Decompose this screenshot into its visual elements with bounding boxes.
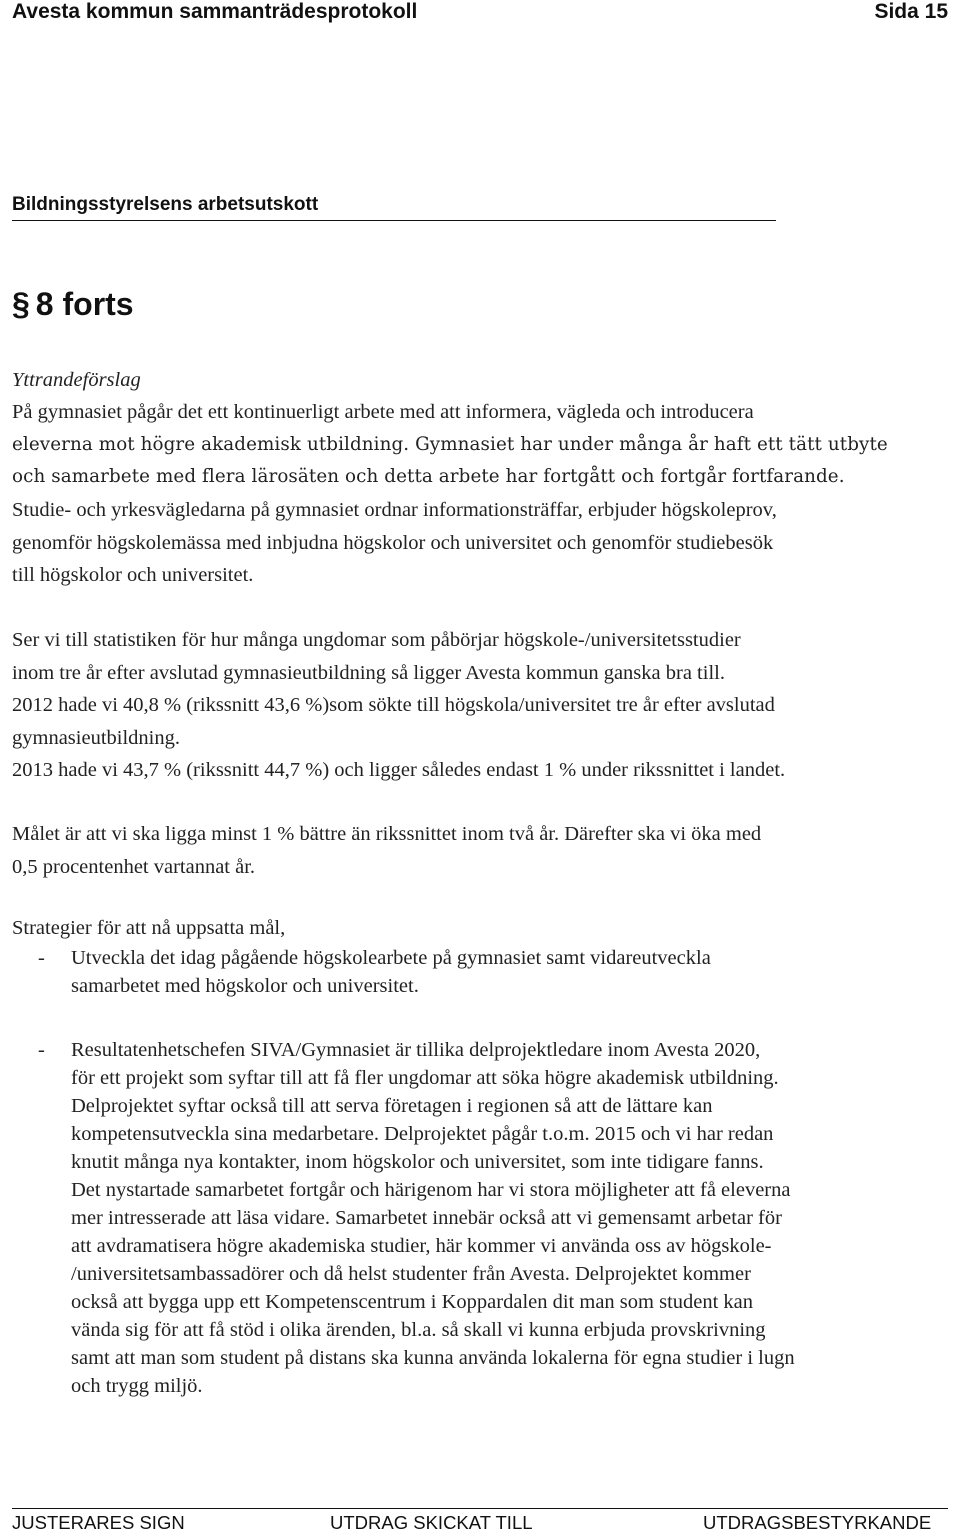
paragraph-line: och samarbete med flera lärosäten och detta arbete har fortgått och fortgår fortfarande. [12,466,845,487]
list-item-line: att avdramatisera högre akademiska studier, här kommer vi använda oss av högskole- [71,1235,772,1257]
list-item-line: samt att man som student på distans ska kunna använda lokalerna för egna studier i lugn [71,1347,795,1369]
list-item-line: Delprojektet syftar också till att serva företagen i regionen så att de lättare kan [71,1095,713,1117]
section-symbol: § [12,286,30,322]
paragraph-line: genomför högskolemässa med inbjudna högskolor och universitet och genomför studiebesök [12,531,774,554]
footer-extract-sent-to: UTDRAG SKICKAT TILL [330,1512,533,1533]
section-heading [12,286,134,323]
list-item-line: också att bygga upp ett Kompetenscentrum i Koppardalen dit man som student kan [71,1291,754,1313]
paragraph-line: inom tre år efter avslutad gymnasieutbildning så ligger Avesta kommun ganska bra till. [12,661,725,684]
list-item-line: samarbetet med högskolor och universitet. [71,975,419,997]
list-item-line: Resultatenhetschefen SIVA/Gymnasiet är tillika delprojektledare inom Avesta 2020, [71,1039,761,1061]
committee-name: Bildningsstyrelsens arbetsutskott [12,194,319,215]
paragraph-line: 2013 hade vi 43,7 % (rikssnitt 44,7 %) och ligger således endast 1 % under rikssnittet i landet. [12,759,786,781]
footer-adjuster-sign: JUSTERARES SIGN [12,1512,185,1533]
page-number: Sida 15 [874,0,948,23]
list-bullet: - [38,1039,45,1061]
list-item-line: för ett projekt som syftar till att få fler ungdomar att söka högre akademisk utbildning. [71,1067,779,1089]
list-item-line: Utveckla det idag pågående högskolearbete på gymnasiet samt vidareutveckla [71,947,711,969]
footer-divider [12,1508,948,1509]
document-header-title: Avesta kommun sammanträdesprotokoll [12,0,418,23]
paragraph-line: gymnasieutbildning. [12,726,180,749]
strategies-heading: Strategier för att nå uppsatta mål, [12,917,286,939]
list-item-line: och trygg miljö. [71,1375,203,1397]
list-item-line: vända sig för att få stöd i olika ärenden, bl.a. så skall vi kunna erbjuda provskrivning [71,1319,766,1341]
paragraph-line: eleverna mot högre akademisk utbildning. Gymnasiet har under många år haft ett tätt utbyte [12,433,888,455]
list-item-line: Det nystartade samarbetet fortgår och härigenom har vi stora möjligheter att få eleverna [71,1179,791,1201]
list-item-line: knutit många nya kontakter, inom högskolor och universitet, som inte tidigare fanns. [71,1151,764,1173]
committee-underline [12,220,776,221]
paragraph-line: 0,5 procentenhet vartannat år. [12,855,256,878]
list-bullet: - [38,947,45,969]
proposal-subtitle: Yttrandeförslag [12,369,141,391]
list-item-line: /universitetsambassadörer och då helst studenter från Avesta. Delprojektet kommer [71,1263,751,1285]
paragraph-line: På gymnasiet pågår det ett kontinuerligt arbete med att informera, vägleda och introducera [12,401,754,423]
paragraph-statistics [12,624,785,787]
paragraph-line: Målet är att vi ska ligga minst 1 % bättre än rikssnittet inom två år. Därefter ska vi öka med [12,823,762,845]
footer-extract-certification: UTDRAGSBESTYRKANDE [703,1512,932,1533]
paragraph-guidance [12,494,777,592]
paragraph-line: Ser vi till statistiken för hur många ungdomar som påbörjar högskole-/universitetsstudier [12,629,741,651]
paragraph-line: 2012 hade vi 40,8 % (rikssnitt 43,6 %)som sökte till högskola/universitet tre år efter avslutad [12,694,775,716]
list-item-line: kompetensutveckla sina medarbetare. Delprojektet pågår t.o.m. 2015 och vi har redan [71,1123,774,1145]
list-item-line: mer intresserade att läsa vidare. Samarbetet innebär också att vi gemensamt arbetar för [71,1207,782,1229]
paragraph-intro [12,396,888,494]
paragraph-line: Studie- och yrkesvägledarna på gymnasiet ordnar informationsträffar, erbjuder högskoleprov, [12,499,777,521]
paragraph-goal [12,818,761,883]
paragraph-line: till högskolor och universitet. [12,564,254,586]
section-title: 8 forts [35,286,134,322]
